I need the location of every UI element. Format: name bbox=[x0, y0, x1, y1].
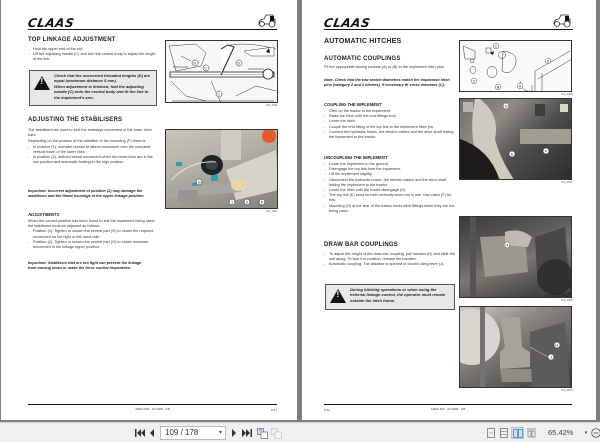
figure-drawbar-handles-photo bbox=[459, 216, 572, 298]
first-page-icon bbox=[135, 429, 145, 437]
svg-text:D: D bbox=[546, 59, 550, 64]
zoom-dropdown-button[interactable]: ▾ bbox=[584, 430, 588, 436]
next-page-button[interactable] bbox=[229, 427, 239, 439]
svg-text:D: D bbox=[237, 61, 241, 66]
tractor-icon bbox=[257, 10, 277, 28]
figure-uncoupling-photo bbox=[459, 98, 572, 180]
warning-icon bbox=[34, 76, 50, 90]
automatic-couplings-note: Note- Check that the tow socket diameters match the implement hitch pins (category 2 and 3 hitches). If necessary fit cross members (C). bbox=[324, 78, 450, 88]
warning-box-hitching: ! During hitching operations or when using the external linkage control, the operator must remain outside the hitch frame. bbox=[325, 284, 455, 310]
figure-ref: S10_0406 bbox=[561, 389, 573, 392]
next-page-icon bbox=[231, 429, 237, 437]
warning-box-top-linkage: ! Check that the uncovered threaded lengths (D) are equal (maximum distance 5 mm). When adjustment is finished, fold the adjusting handle (C) onto the central body and fit the link to the implement's arm. bbox=[29, 70, 157, 106]
zoom-out-button[interactable] bbox=[590, 427, 600, 439]
next-view-button[interactable] bbox=[270, 427, 282, 439]
two-page-continuous-icon bbox=[527, 428, 536, 438]
svg-text:C: C bbox=[494, 44, 498, 49]
section-title-automatic-couplings: AUTOMATIC COUPLINGS bbox=[324, 56, 401, 62]
automatic-couplings-intro: Fit the appropriate towing sockets (A) or (B) to the implement hitch pins. bbox=[324, 65, 445, 69]
figure-ref: S10_0404 bbox=[561, 181, 573, 184]
svg-text:H: H bbox=[505, 243, 509, 248]
page-header bbox=[28, 14, 277, 30]
svg-text:H: H bbox=[555, 343, 559, 348]
svg-text:B: B bbox=[496, 85, 500, 90]
figure-top-linkage-drawing bbox=[165, 40, 278, 103]
svg-text:J: J bbox=[550, 355, 553, 360]
svg-text:C: C bbox=[472, 79, 476, 84]
last-page-icon bbox=[242, 429, 252, 437]
adjustments-text: When the correct position has been found to suit the implement being used, the stabilisers must be adjusted as follows: - Position (1): Tighten or loosen the central part (G) to obtain the required movement on the right or left-hand side ; - Position (2): Tighten or loosen the central part (G) to obtain minimum movement in the linkage upper position. bbox=[28, 219, 158, 250]
previous-view-icon bbox=[257, 428, 268, 439]
figure-automatic-couplings-drawing bbox=[459, 40, 572, 92]
view-continuous-button[interactable] bbox=[498, 427, 509, 439]
page-right bbox=[302, 0, 596, 420]
uncoupling-steps: - Lower the implement to the ground. - Disengage the top link from the implement. - Lift the implement slightly. - Disconnect the hydraulic hoses, the electric cables and the drive shaft linking the implement to the tractor. - Lower the hitch until the hooks disengage (D). - The top link (E) must be held vertically when not in use. Use catch (F) for this. - Mounting (G) at the rear of the tractor holds hitch fittings when they are not being used. bbox=[324, 162, 456, 214]
page-left bbox=[1, 0, 297, 420]
top-linkage-steps: - Hold the upper end of the rod. - Lift the adjusting handle (C) and turn the central body to adjust the length of the link. bbox=[28, 47, 158, 63]
stabilisers-important-note: Important: Incorrect adjustment of position (2) may damage the stabilisers and the flared housings at the upper linkage position. bbox=[28, 189, 145, 199]
viewer-toolbar bbox=[0, 422, 600, 442]
figure-stabiliser-photo bbox=[165, 129, 278, 209]
page-dropdown-arrow-icon[interactable]: ▾ bbox=[218, 430, 222, 436]
svg-text:C: C bbox=[204, 66, 208, 71]
claas-logo: CLAAS bbox=[322, 16, 372, 30]
single-page-icon bbox=[487, 428, 495, 438]
section-title-coupling: COUPLING THE IMPLEMENT bbox=[324, 102, 382, 107]
view-single-page-button[interactable] bbox=[485, 427, 496, 439]
figure-strip bbox=[458, 29, 573, 30]
previous-view-button[interactable] bbox=[256, 427, 268, 439]
figure-ref: S10_0402 bbox=[266, 210, 278, 213]
zoom-out-icon bbox=[591, 428, 600, 438]
coupling-steps: - Offer up the tractor to the implement. - Raise the hitch until the end fittings lock. - Lower the hitch. - Couple the end fitting of the top link to the implement hitch pin. - Connect the hydraulic hoses, the electric cables and the drive shaft linking the implement to the tractor. bbox=[324, 109, 456, 140]
draw-bar-steps: - To adjust the height of the draw-bar coupling, pull handles (H) and slide the unit along. To lock it in position, release the handles. - Automatic coupling: The drawbar is opened or closed using lever (J). bbox=[324, 252, 456, 268]
continuous-icon bbox=[500, 428, 508, 438]
svg-text:D: D bbox=[193, 61, 197, 66]
first-page-button[interactable] bbox=[134, 427, 146, 439]
svg-text:F: F bbox=[260, 200, 264, 205]
page-number-input[interactable]: 109 / 178 ▾ bbox=[160, 426, 226, 440]
svg-text:G: G bbox=[197, 180, 201, 185]
svg-text:1: 1 bbox=[231, 200, 234, 205]
prev-page-button[interactable] bbox=[147, 427, 157, 439]
adjustments-important-note: Important: Stabilisers that are too tight can prevent the linkage from moving down or make the force control inoperative. bbox=[28, 261, 142, 271]
figure-ref: S10_0401 bbox=[266, 104, 278, 107]
section-title-top-linkage: TOP LINKAGE ADJUSTMENT bbox=[28, 37, 116, 43]
svg-text:E: E bbox=[511, 152, 514, 157]
svg-text:A: A bbox=[518, 84, 522, 89]
next-view-icon bbox=[271, 428, 282, 439]
prev-page-icon bbox=[149, 429, 155, 437]
figure-ref: S10_0403 bbox=[561, 93, 573, 96]
tractor-icon bbox=[552, 10, 572, 28]
svg-text:2: 2 bbox=[246, 200, 249, 205]
warning-icon bbox=[330, 289, 346, 303]
figure-ref: S10_0405 bbox=[561, 299, 573, 302]
page-title: AUTOMATIC HITCHES bbox=[324, 38, 402, 45]
svg-text:G: G bbox=[504, 104, 508, 109]
section-title-uncoupling: UNCOUPLING THE IMPLEMENT bbox=[324, 155, 388, 160]
zoom-level[interactable]: 65.42% bbox=[548, 428, 574, 437]
view-two-page-button[interactable] bbox=[511, 427, 524, 439]
page-footer: ARES 606 - 02.2008 - GB 8.21 bbox=[28, 404, 277, 405]
page-header bbox=[324, 14, 572, 30]
two-page-icon bbox=[513, 429, 523, 438]
view-two-page-continuous-button[interactable] bbox=[526, 427, 537, 439]
svg-text:F: F bbox=[545, 149, 548, 154]
figure-drawbar-lever-photo bbox=[459, 306, 572, 388]
svg-text:C: C bbox=[217, 92, 221, 97]
last-page-button[interactable] bbox=[241, 427, 253, 439]
section-title-stabilisers: ADJUSTING THE STABILISERS bbox=[28, 117, 123, 123]
claas-logo: CLAAS bbox=[26, 16, 76, 30]
section-title-draw-bar: DRAW BAR COUPLINGS bbox=[324, 242, 398, 248]
section-title-adjustments: ADJUSTMENTS bbox=[28, 212, 60, 217]
stabilisers-text: The stabilisers are used to limit the sideways movement of the lower hitch bars. Depending on the position of the stabiliser in the mounting (F) there is: - In position (1), constant control of lateral movement over the complete vertical travel of the lower links ; - In position (2), defined lateral movement when the lower links are in the low position and automatic locking in the high position. bbox=[28, 128, 158, 165]
page-footer: ARES 606 - 02.2008 - GB 8.22 bbox=[324, 404, 572, 405]
